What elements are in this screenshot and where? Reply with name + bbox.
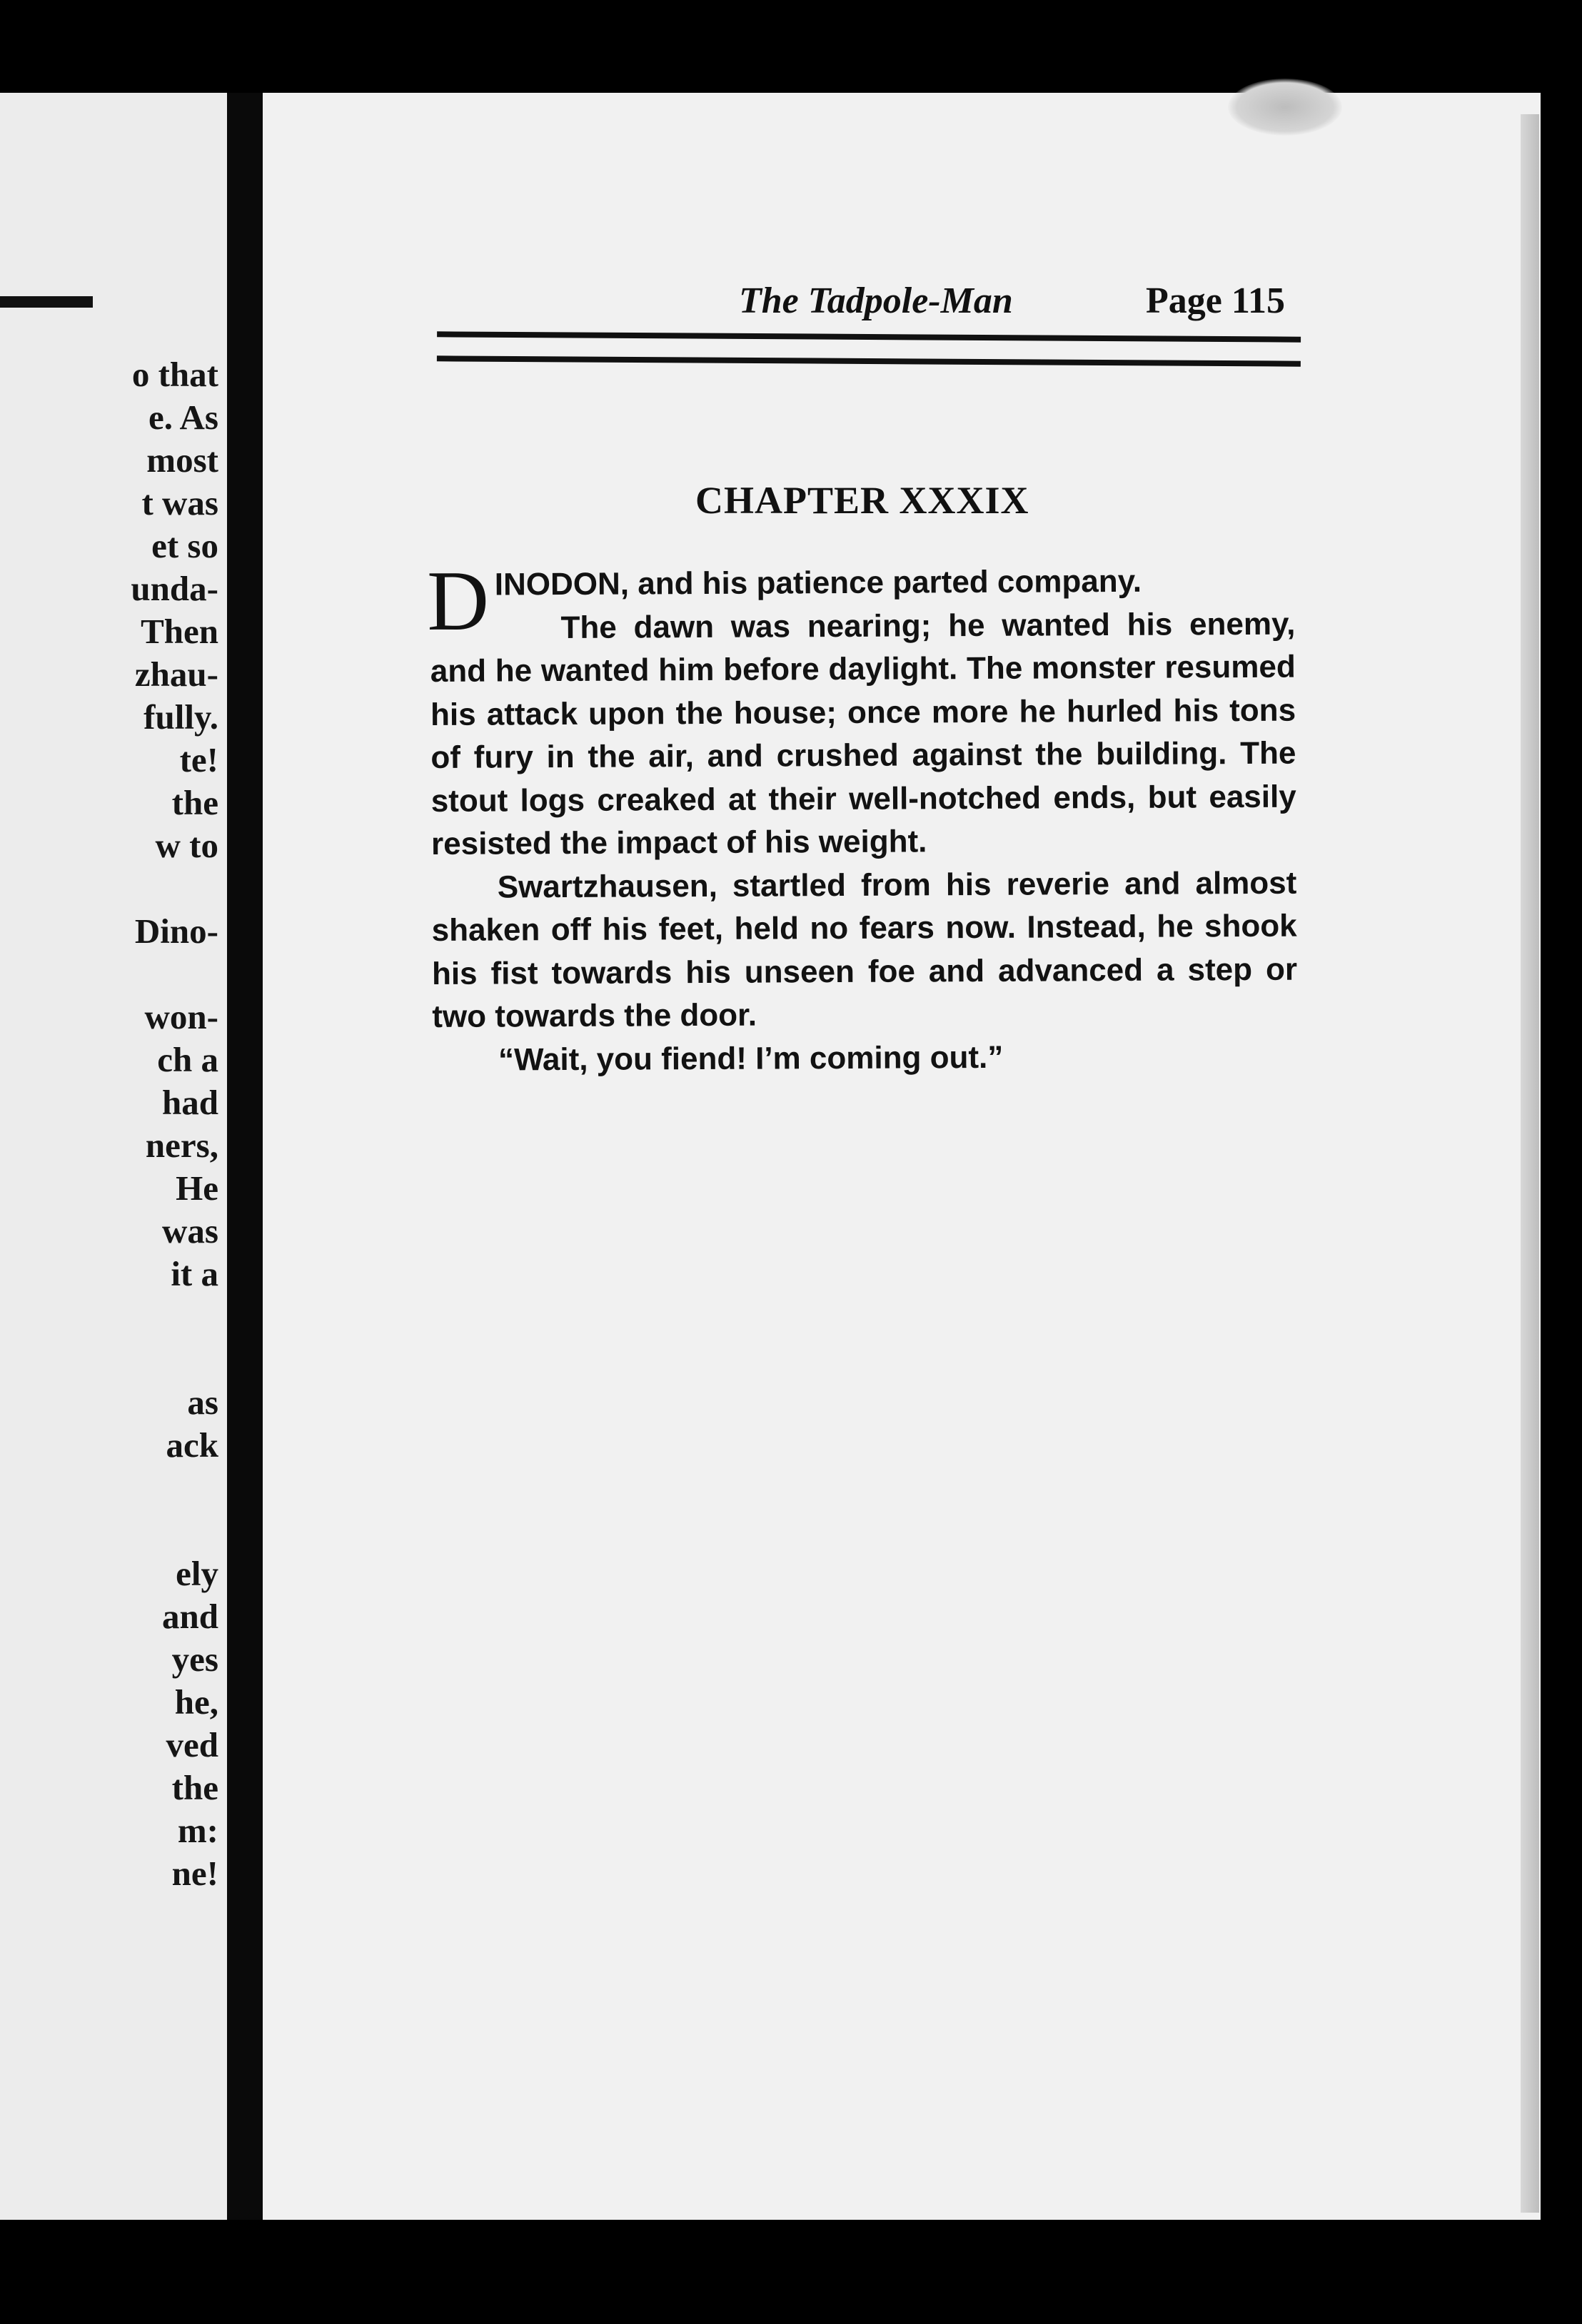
left-line: ely: [176, 1554, 218, 1593]
left-line: unda-: [131, 569, 218, 608]
left-line: most: [146, 440, 218, 480]
left-line: zhau-: [134, 655, 218, 694]
left-line: ne!: [171, 1854, 218, 1893]
left-line: o that: [131, 355, 218, 394]
left-line: the: [171, 783, 218, 822]
paragraph-text: INODON, and his patience parted company.: [494, 563, 1142, 602]
chapter-title: CHAPTER XXXIX: [695, 479, 1029, 522]
left-line: m:: [177, 1811, 218, 1850]
left-line: fully.: [143, 697, 218, 737]
left-page: [0, 93, 227, 2220]
book-spine-shadow: [227, 93, 263, 2220]
left-line: was: [162, 1211, 218, 1251]
left-line: t was: [141, 483, 218, 522]
left-line: ch a: [157, 1040, 218, 1079]
left-line: yes: [171, 1640, 218, 1679]
chapter-body: [426, 552, 1298, 1082]
left-line: e. As: [148, 398, 218, 437]
left-line: w to: [155, 826, 218, 865]
left-line: he,: [174, 1682, 218, 1722]
left-line: Dino-: [134, 911, 218, 951]
page-smudge: [1228, 79, 1342, 136]
page-number: Page 115: [1146, 281, 1285, 321]
paragraph: The dawn was nearing; he wanted his enemy, and he wanted him before daylight. The monster resumed his attack upon the house; once more he hurled his tons of fury in the air, and crushed against the building. The stout logs creaked at their well-notched ends, but easily resisted the impact of his weight.: [430, 606, 1296, 862]
left-line: ved: [166, 1725, 218, 1764]
running-title: The Tadpole-Man: [739, 281, 1013, 321]
left-line: He: [176, 1168, 218, 1208]
page-edge: [1521, 114, 1539, 2213]
left-line: and: [161, 1597, 218, 1636]
left-line: as: [187, 1383, 218, 1422]
paragraph: “Wait, you fiend! I’m coming out.”: [498, 1039, 1004, 1078]
left-line: the: [171, 1768, 218, 1807]
left-page-header-rule: [0, 296, 93, 308]
left-line: te!: [179, 740, 218, 779]
left-line: won-: [144, 997, 218, 1036]
left-line: had: [161, 1083, 218, 1122]
left-line: ack: [166, 1425, 218, 1465]
paragraph: Swartzhausen, startled from his reverie and almost shaken off his feet, held no fears now. Instead, he shook his fist towards his unseen foe and advanced a step or two towards the door.: [431, 865, 1298, 1034]
paragraph: [426, 552, 1295, 649]
left-line: ners,: [145, 1126, 218, 1165]
drop-cap: D: [426, 552, 490, 649]
header-double-rule: [437, 331, 1301, 366]
left-line: it a: [171, 1254, 218, 1293]
left-line: Then: [141, 612, 218, 651]
left-line: et so: [151, 526, 218, 565]
